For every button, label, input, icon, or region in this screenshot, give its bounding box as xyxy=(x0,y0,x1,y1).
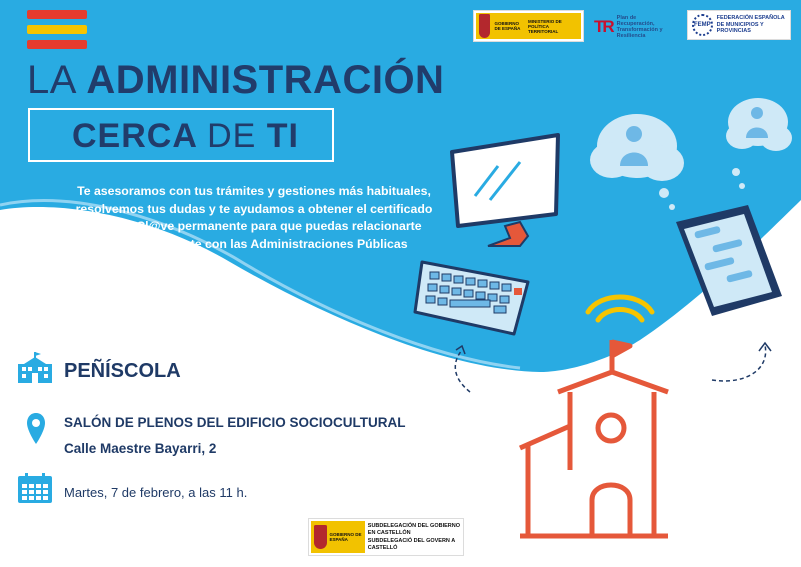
title-line-1 xyxy=(27,58,444,103)
flag-bar-red xyxy=(27,40,87,49)
intro-line: resolvemos tus dudas y te ayudamos a obtener el certificado xyxy=(75,201,433,216)
intro-paragraph xyxy=(58,183,450,253)
gobierno-logo-line1: GOBIERNO DE ESPAÑA xyxy=(494,21,521,31)
gobierno-logo-line2: MINISTERIO DE POLÍTICA TERRITORIAL xyxy=(528,18,562,34)
prtr-logo xyxy=(594,14,674,40)
femp-logo-mark: FEMP xyxy=(692,14,713,36)
map-pin-icon xyxy=(26,412,46,446)
femp-logo xyxy=(687,10,791,40)
calendar-icon xyxy=(17,472,53,504)
gobierno-logo xyxy=(473,10,584,42)
event-address: Calle Maestre Bayarri, 2 xyxy=(64,441,217,456)
coat-of-arms-icon xyxy=(314,525,327,549)
flag-bar-yellow xyxy=(27,25,87,34)
title-administracion: ADMINISTRACIÓN xyxy=(86,58,445,102)
intro-line: digital y Cl@ve permanente para que puedas relacionarte xyxy=(86,219,422,233)
title-la: LA xyxy=(27,58,87,102)
subdelegacion-line1: SUBDELEGACIÓN DEL GOBIERNO EN CASTELLÓN xyxy=(367,523,460,536)
intro-line: Te asesoramos con tus trámites y gestiones más habituales, xyxy=(77,184,431,198)
event-venue: SALÓN DE PLENOS DEL EDIFICIO SOCIOCULTURAL xyxy=(64,415,406,430)
title-de: DE xyxy=(207,117,267,155)
event-datetime: Martes, 7 de febrero, a las 11 h. xyxy=(64,485,248,500)
flag-bar-red xyxy=(27,10,87,19)
coat-of-arms-icon xyxy=(479,14,490,38)
prtr-logo-text: Plan de Recuperación, Transformación y Resiliencia xyxy=(616,15,663,39)
building-icon xyxy=(16,350,54,384)
femp-logo-text: FEDERACIÓN ESPAÑOLA DE MUNICIPIOS Y PROVINCIAS xyxy=(716,15,785,35)
dashed-arrow xyxy=(712,345,766,381)
subdelegacion-logo xyxy=(308,518,464,556)
spanish-flag-bars xyxy=(27,10,87,55)
title-cerca: CERCA xyxy=(72,117,208,155)
title-line-2 xyxy=(72,117,299,156)
footer-gobierno-label: GOBIERNO DE ESPAÑA xyxy=(329,532,362,542)
prtr-logo-mark: TR xyxy=(594,17,613,36)
title-ti: TI xyxy=(266,117,299,155)
event-town: PEÑÍSCOLA xyxy=(64,360,181,382)
subdelegacion-line2: SUBDELEGACIÓ DEL GOVERN A CASTELLÓ xyxy=(367,538,455,551)
intro-line: electrónicamente con las Administraciones Públicas xyxy=(100,236,408,251)
